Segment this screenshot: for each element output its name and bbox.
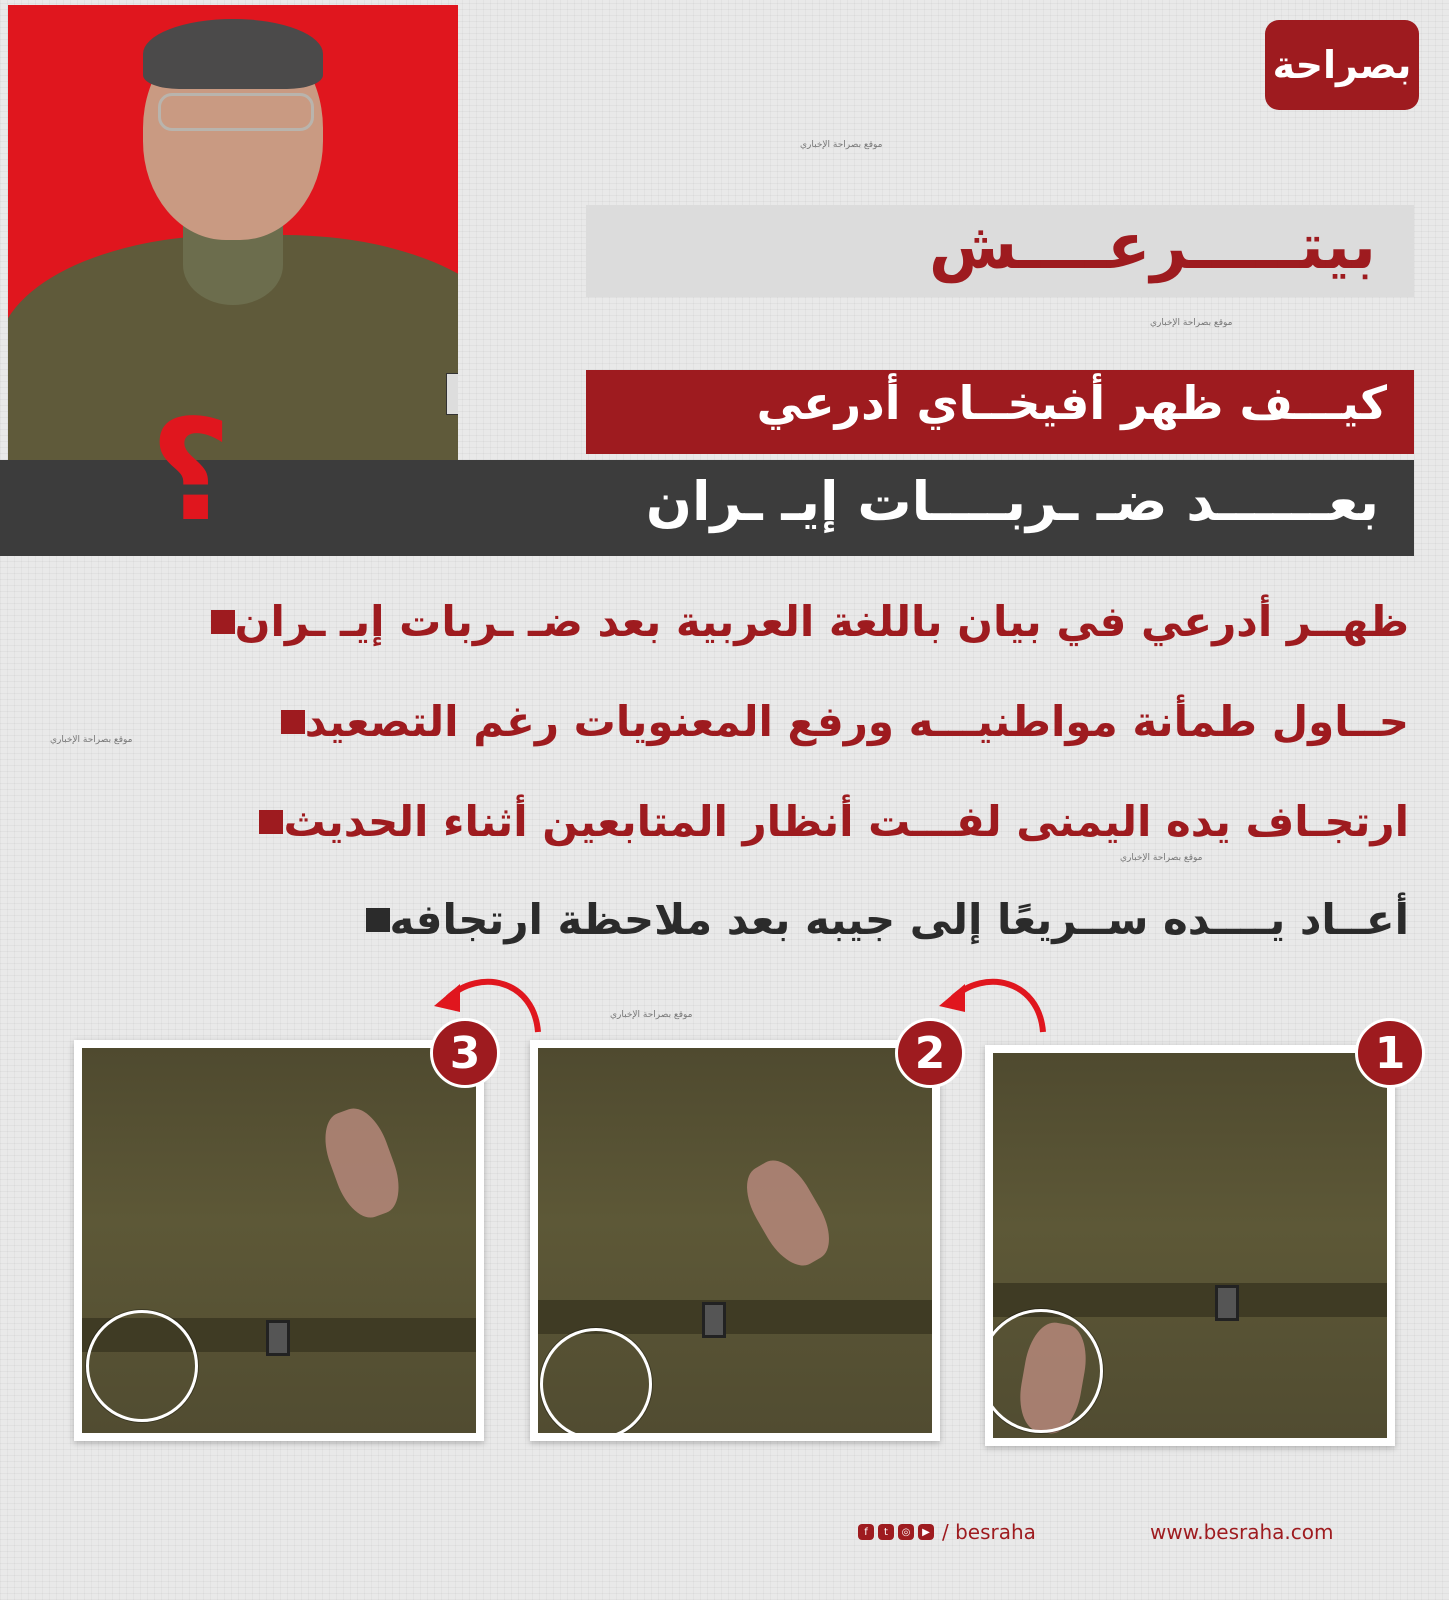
headline: بيتـــــرعــــش	[928, 210, 1376, 284]
subtitle-line-2: بعــــــد ضـ ـربــــات إيـ ـران	[645, 470, 1379, 533]
frame-image	[538, 1048, 932, 1433]
question-mark-icon: ؟	[150, 390, 232, 553]
watermark: موقع بصراحة الإخباري	[610, 1010, 693, 1020]
watermark: موقع بصراحة الإخباري	[1150, 318, 1233, 328]
bullet-item	[346, 895, 1409, 944]
hand-shape	[315, 1101, 409, 1225]
bullet-square-icon	[281, 710, 305, 734]
highlight-circle	[540, 1328, 652, 1433]
video-frame-1	[985, 1045, 1395, 1446]
highlight-circle	[86, 1310, 198, 1422]
bullet-text: أعــاد يــــده ســريعًا إلى جيبه بعد ملاحظة ارتجافه	[389, 895, 1409, 944]
spokesperson-portrait	[8, 5, 458, 460]
bullet-text: ظهــر أدرعي في بيان باللغة العربية بعد ضـ ـربات إيـ ـران	[234, 597, 1409, 646]
footer-social	[858, 1520, 1036, 1544]
frame-number-badge: 1	[1355, 1018, 1425, 1088]
instagram-icon[interactable]: ◎	[898, 1524, 914, 1540]
bullet-item	[261, 697, 1409, 746]
hand-shape	[735, 1150, 842, 1275]
bullet-square-icon	[211, 610, 235, 634]
watermark: موقع بصراحة الإخباري	[50, 735, 133, 745]
frame-number-badge: 2	[895, 1018, 965, 1088]
bullet-square-icon	[366, 908, 390, 932]
bullet-text: ارتجـاف يده اليمنى لفـــت أنظار المتابعين أثناء الحديث	[283, 797, 1409, 846]
brand-logo	[1265, 20, 1419, 110]
watermark: موقع بصراحة الإخباري	[1120, 853, 1203, 863]
hair-shape	[143, 19, 323, 89]
subtitle-line-1: كيـــف ظهر أفيخــاي أدرعي	[756, 376, 1387, 430]
highlight-circle	[993, 1309, 1103, 1433]
watermark: موقع بصراحة الإخباري	[800, 140, 883, 150]
frame-number-badge: 3	[430, 1018, 500, 1088]
glasses-shape	[158, 93, 314, 131]
bullet-item	[191, 597, 1409, 646]
buckle-shape	[266, 1320, 290, 1356]
facebook-icon[interactable]: f	[858, 1524, 874, 1540]
brand-logo-text: بصراحة	[1272, 43, 1412, 87]
bullet-text: حــاول طمأنة مواطنيـــه ورفع المعنويات رغم التصعيد	[304, 697, 1409, 746]
youtube-icon[interactable]: ▶	[918, 1524, 934, 1540]
frame-image	[993, 1053, 1387, 1438]
video-frame-3	[74, 1040, 484, 1441]
social-handle: / besraha	[942, 1520, 1036, 1544]
flag-patch-icon	[446, 373, 458, 415]
buckle-shape	[702, 1302, 726, 1338]
twitter-icon[interactable]: t	[878, 1524, 894, 1540]
buckle-shape	[1215, 1285, 1239, 1321]
video-frame-2	[530, 1040, 940, 1441]
bullet-item	[239, 797, 1409, 846]
bullet-square-icon	[259, 810, 283, 834]
frame-image	[82, 1048, 476, 1433]
website-link[interactable]: www.besraha.com	[1150, 1520, 1334, 1544]
